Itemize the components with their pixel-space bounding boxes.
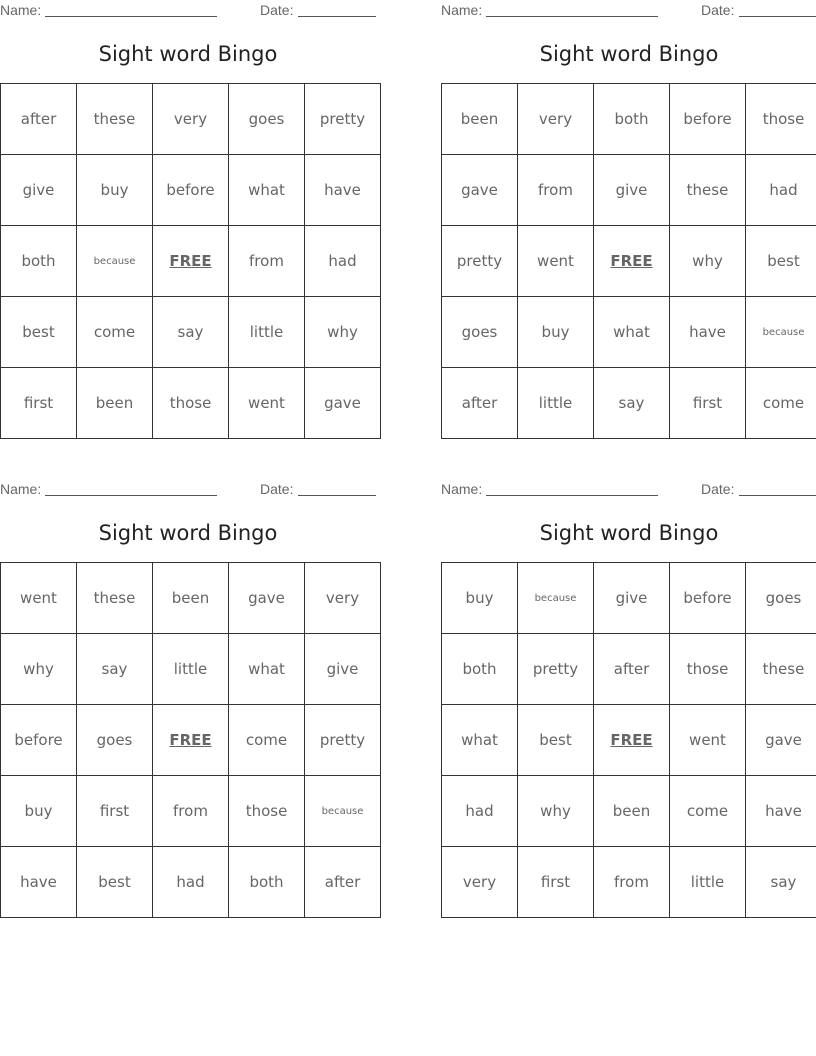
word-cell: give [1,155,77,226]
name-date-header [0,2,376,20]
word-cell: best [77,847,153,918]
word-cell: had [305,226,381,297]
word-cell: had [153,847,229,918]
word-cell: pretty [305,84,381,155]
word-cell: been [77,368,153,439]
word-cell: before [670,84,746,155]
word-cell: very [442,847,518,918]
date-blank-line[interactable] [298,16,376,17]
word-cell: say [746,847,816,918]
word-cell: from [229,226,305,297]
word-cell: say [153,297,229,368]
word-cell: both [442,634,518,705]
word-cell: before [670,563,746,634]
word-cell: goes [442,297,518,368]
word-cell: best [518,705,594,776]
free-space-cell: FREE [594,226,670,297]
word-cell: those [670,634,746,705]
date-label: Date: [701,2,735,18]
name-label: Name: [0,481,42,497]
bingo-row [442,847,816,918]
name-label: Name: [441,2,483,18]
word-cell: why [670,226,746,297]
name-date-header [441,481,816,499]
word-cell: best [746,226,816,297]
name-blank-line[interactable] [45,495,217,496]
name-label: Name: [0,2,42,18]
word-cell: because [77,226,153,297]
card-title: Sight word Bingo [98,42,278,66]
word-cell: why [1,634,77,705]
word-cell: give [594,563,670,634]
word-cell: very [153,84,229,155]
bingo-grid [0,562,381,918]
word-cell: from [518,155,594,226]
word-cell: gave [229,563,305,634]
word-cell: very [518,84,594,155]
word-cell: those [746,84,816,155]
bingo-row [1,226,381,297]
card-title: Sight word Bingo [98,521,278,545]
word-cell: buy [518,297,594,368]
bingo-row [1,705,381,776]
bingo-row [1,155,381,226]
word-cell: had [746,155,816,226]
word-cell: been [594,776,670,847]
word-cell: have [746,776,816,847]
name-date-header [0,481,376,499]
bingo-row [1,634,381,705]
word-cell: give [594,155,670,226]
bingo-row [442,226,816,297]
date-label: Date: [260,481,294,497]
date-blank-line[interactable] [298,495,376,496]
word-cell: little [518,368,594,439]
word-cell: pretty [442,226,518,297]
bingo-row [1,297,381,368]
card-title: Sight word Bingo [539,42,719,66]
date-blank-line[interactable] [739,495,816,496]
word-cell: little [670,847,746,918]
word-cell: after [594,634,670,705]
word-cell: come [77,297,153,368]
word-cell: come [229,705,305,776]
word-cell: goes [77,705,153,776]
free-space-cell: FREE [153,705,229,776]
word-cell: say [77,634,153,705]
word-cell: little [229,297,305,368]
word-cell: goes [746,563,816,634]
word-cell: after [442,368,518,439]
word-cell: say [594,368,670,439]
name-blank-line[interactable] [486,495,658,496]
bingo-grid [441,562,816,918]
word-cell: little [153,634,229,705]
bingo-row [442,297,816,368]
word-cell: first [670,368,746,439]
word-cell: why [305,297,381,368]
bingo-card [441,0,816,436]
word-cell: first [77,776,153,847]
date-label: Date: [260,2,294,18]
bingo-row [442,776,816,847]
word-cell: gave [746,705,816,776]
word-cell: these [746,634,816,705]
word-cell: went [229,368,305,439]
word-cell: what [229,634,305,705]
word-cell: what [229,155,305,226]
bingo-grid [0,83,381,439]
bingo-row [442,155,816,226]
bingo-row [1,368,381,439]
word-cell: come [746,368,816,439]
date-blank-line[interactable] [739,16,816,17]
word-cell: have [305,155,381,226]
bingo-row [1,84,381,155]
word-cell: went [670,705,746,776]
word-cell: gave [305,368,381,439]
name-label: Name: [441,481,483,497]
word-cell: give [305,634,381,705]
word-cell: both [594,84,670,155]
word-cell: first [1,368,77,439]
word-cell: both [1,226,77,297]
bingo-row [1,563,381,634]
word-cell: because [746,297,816,368]
word-cell: come [670,776,746,847]
name-date-header [441,2,816,20]
word-cell: because [518,563,594,634]
word-cell: buy [1,776,77,847]
word-cell: both [229,847,305,918]
bingo-row [1,847,381,918]
bingo-card [0,0,376,436]
bingo-card [441,479,816,915]
bingo-row [442,705,816,776]
card-title: Sight word Bingo [539,521,719,545]
name-blank-line[interactable] [486,16,658,17]
word-cell: have [670,297,746,368]
bingo-card [0,479,376,915]
word-cell: went [1,563,77,634]
word-cell: these [670,155,746,226]
word-cell: goes [229,84,305,155]
word-cell: those [153,368,229,439]
free-space-cell: FREE [594,705,670,776]
word-cell: been [442,84,518,155]
word-cell: after [1,84,77,155]
word-cell: from [594,847,670,918]
word-cell: why [518,776,594,847]
word-cell: those [229,776,305,847]
word-cell: buy [77,155,153,226]
word-cell: what [442,705,518,776]
name-blank-line[interactable] [45,16,217,17]
word-cell: went [518,226,594,297]
word-cell: best [1,297,77,368]
word-cell: these [77,563,153,634]
word-cell: very [305,563,381,634]
word-cell: first [518,847,594,918]
date-label: Date: [701,481,735,497]
word-cell: before [153,155,229,226]
word-cell: these [77,84,153,155]
word-cell: before [1,705,77,776]
word-cell: because [305,776,381,847]
free-space-cell: FREE [153,226,229,297]
word-cell: what [594,297,670,368]
word-cell: from [153,776,229,847]
word-cell: after [305,847,381,918]
word-cell: pretty [518,634,594,705]
word-cell: had [442,776,518,847]
word-cell: buy [442,563,518,634]
word-cell: have [1,847,77,918]
bingo-row [442,368,816,439]
bingo-row [442,563,816,634]
word-cell: been [153,563,229,634]
word-cell: gave [442,155,518,226]
bingo-row [1,776,381,847]
bingo-grid [441,83,816,439]
bingo-row [442,634,816,705]
word-cell: pretty [305,705,381,776]
bingo-row [442,84,816,155]
